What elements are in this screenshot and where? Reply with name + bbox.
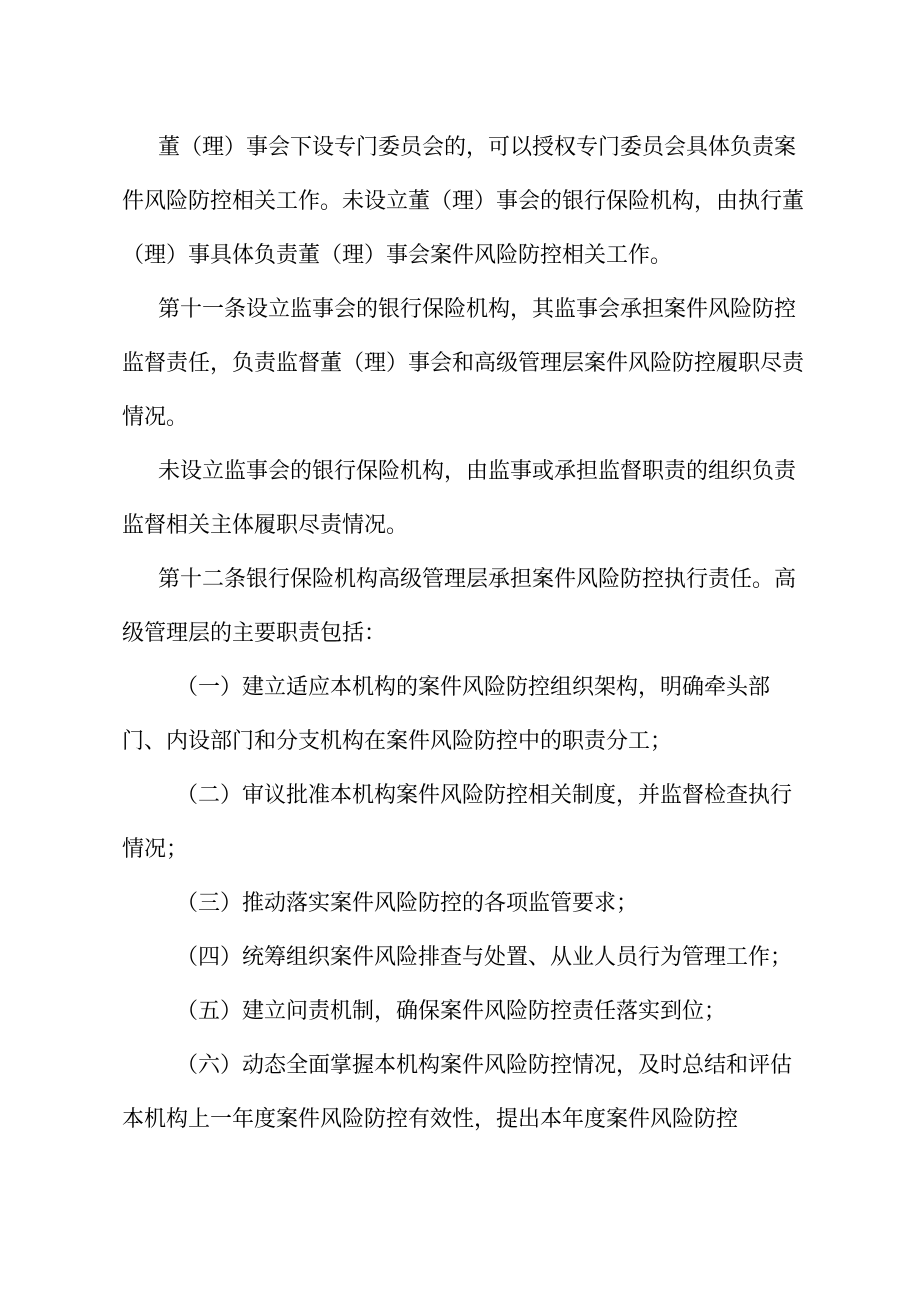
list-item-5: （五）建立问责机制，确保案件风险防控责任落实到位；: [176, 999, 727, 1024]
paragraph-no-supervisory-board: 未设立监事会的银行保险机构，由监事或承担监督职责的组织负责监督相关主体履职尽责情况。: [122, 459, 797, 538]
list-item-6: （六）动态全面掌握本机构案件风险防控情况，及时总结和评估本机构上一年度案件风险防控有效性，提出本年度案件风险防控: [122, 1053, 793, 1132]
paragraph-article-12: 第十二条银行保险机构高级管理层承担案件风险防控执行责任。高级管理层的主要职责包括：: [122, 567, 797, 646]
paragraph-committee-authorization: 董（理）事会下设专门委员会的，可以授权专门委员会具体负责案件风险防控相关工作。未设立董（理）事会的银行保险机构，由执行董（理）事具体负责董（理）事会案件风险防控相关工作。: [122, 135, 805, 268]
list-item-1: （一）建立适应本机构的案件风险防控组织架构，明确牵头部门、内设部门和分支机构在案件风险防控中的职责分工；: [122, 675, 771, 754]
list-item-4: （四）统筹组织案件风险排查与处置、从业人员行为管理工作；: [176, 945, 793, 970]
document-body: [122, 121, 812, 1147]
paragraph-article-11: 第十一条设立监事会的银行保险机构，其监事会承担案件风险防控监督责任，负责监督董（理）事会和高级管理层案件风险防控履职尽责情况。: [122, 297, 805, 430]
list-item-3: （三）推动落实案件风险防控的各项监管要求；: [176, 891, 639, 916]
list-item-2: （二）审议批准本机构案件风险防控相关制度，并监督检查执行情况；: [122, 783, 793, 862]
